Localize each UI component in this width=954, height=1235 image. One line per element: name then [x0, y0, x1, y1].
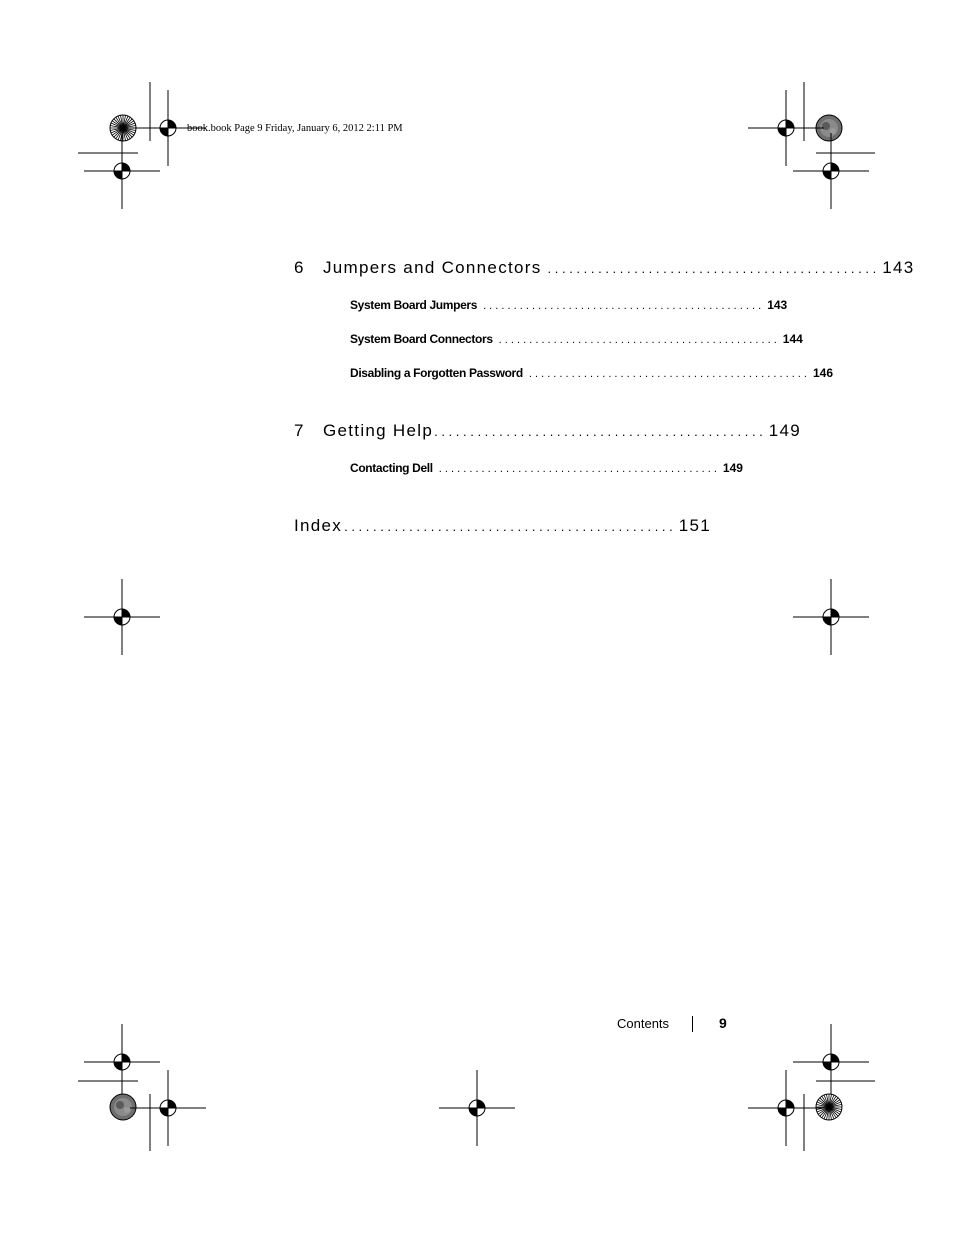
chapter-number: 7: [294, 421, 305, 440]
chapter-title: Index: [294, 516, 343, 535]
toc-chapter-getting-help[interactable]: [294, 421, 802, 445]
print-header-stamp: book.book Page 9 Friday, January 6, 2012 2:11 PM: [187, 123, 403, 134]
entry-title: System Board Connectors: [350, 332, 493, 346]
chapter-page-number: 143: [882, 258, 915, 277]
dot-leader: . . . . . . . . . . . . . . . . . . . . . . . . . . . . . . . . . . . . . . . . . . . . . .: [498, 334, 777, 346]
chapter-title: Jumpers and Connectors: [323, 258, 542, 277]
toc-chapter-jumpers-and-connectors[interactable]: [294, 258, 915, 282]
entry-page-number: 143: [767, 298, 788, 312]
toc-entry-disabling-a-forgotten-password[interactable]: [350, 366, 834, 384]
chapter-page-number: 151: [678, 516, 712, 535]
toc-chapter-index[interactable]: [294, 516, 712, 540]
toc-entry-system-board-connectors[interactable]: [350, 332, 803, 350]
dot-leader: . . . . . . . . . . . . . . . . . . . . . . . . . . . . . . . . . . . . . . . . . . . . . .: [528, 368, 807, 380]
entry-title: Disabling a Forgotten Password: [350, 366, 523, 380]
dot-leader: . . . . . . . . . . . . . . . . . . . . . . . . . . . . . . . . . . . . . . . . . . . . . .: [434, 424, 763, 439]
dot-leader: . . . . . . . . . . . . . . . . . . . . . . . . . . . . . . . . . . . . . . . . . . . . . .: [344, 519, 673, 534]
dot-leader: . . . . . . . . . . . . . . . . . . . . . . . . . . . . . . . . . . . . . . . . . . . . . .: [547, 261, 877, 276]
entry-page-number: 144: [782, 332, 803, 346]
entry-page-number: 149: [722, 461, 743, 475]
chapter-title: Getting Help: [323, 421, 434, 440]
footer-section-label: Contents: [617, 1016, 670, 1031]
entry-title: Contacting Dell: [350, 461, 433, 475]
toc-entry-system-board-jumpers[interactable]: [350, 298, 788, 316]
entry-title: System Board Jumpers: [350, 298, 478, 312]
footer-page-number: 9: [719, 1015, 727, 1031]
dot-leader: . . . . . . . . . . . . . . . . . . . . . . . . . . . . . . . . . . . . . . . . . . . . . .: [483, 300, 762, 312]
chapter-page-number: 149: [768, 421, 802, 440]
chapter-number: 6: [294, 258, 305, 277]
dot-leader: . . . . . . . . . . . . . . . . . . . . . . . . . . . . . . . . . . . . . . . . . . . . . .: [438, 463, 717, 475]
footer-separator: [692, 1016, 693, 1032]
entry-page-number: 146: [812, 366, 834, 380]
toc-entry-contacting-dell[interactable]: [350, 461, 743, 479]
